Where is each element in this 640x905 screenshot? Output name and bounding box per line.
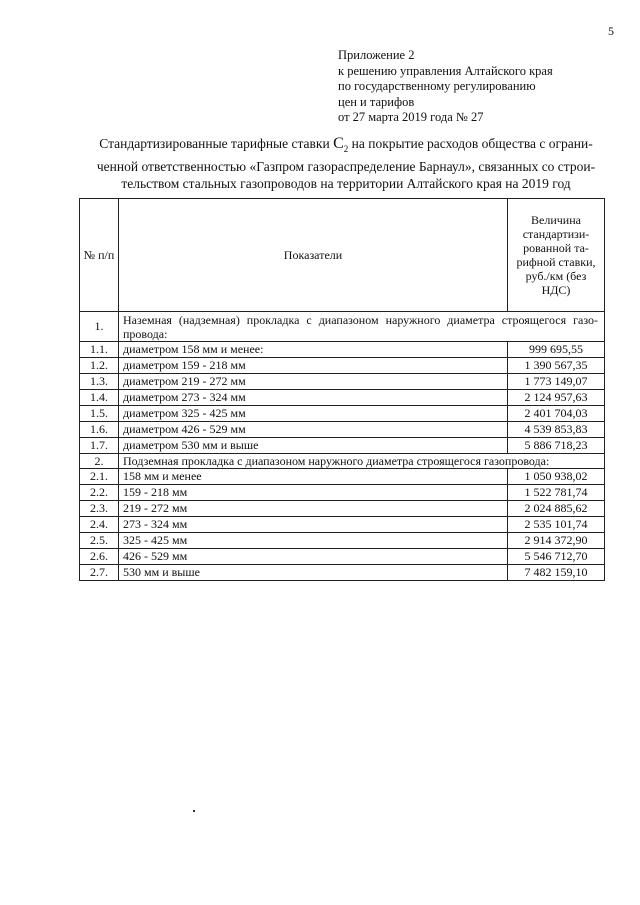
row-num: 2.7.: [80, 565, 119, 581]
table-row: [80, 342, 605, 358]
row-num: 2.6.: [80, 549, 119, 565]
row-num: 2.4.: [80, 517, 119, 533]
table-row: [80, 565, 605, 581]
row-name: 530 мм и выше: [119, 565, 508, 581]
row-value: 2 535 101,74: [508, 517, 605, 533]
title-line-3: тельством стальных газопроводов на территории Алтайского края на 2019 год: [121, 176, 571, 192]
row-value: 5 546 712,70: [508, 549, 605, 565]
row-num: 2.2.: [80, 485, 119, 501]
row-name: диаметром 219 - 272 мм: [119, 374, 508, 390]
row-value: 4 539 853,83: [508, 422, 605, 438]
section-num: 2.: [80, 454, 119, 469]
row-value: 999 695,55: [508, 342, 605, 358]
row-name: 325 - 425 мм: [119, 533, 508, 549]
row-name: диаметром 159 - 218 мм: [119, 358, 508, 374]
row-value: 1 050 938,02: [508, 469, 605, 485]
appendix-line: цен и тарифов: [338, 94, 415, 109]
appendix-line: к решению управления Алтайского края: [338, 63, 553, 78]
c2-letter: С: [333, 135, 344, 152]
table-row: [80, 422, 605, 438]
table-header-row: [80, 199, 605, 312]
row-value: 5 886 718,23: [508, 438, 605, 454]
row-value: 1 522 781,74: [508, 485, 605, 501]
table-row: [80, 485, 605, 501]
section-row: [80, 312, 605, 342]
section-title: Наземная (надземная) прокладка с диапазоном наружного диаметра строящегося газо- провода:: [119, 312, 605, 342]
row-name: 159 - 218 мм: [119, 485, 508, 501]
title-line-1: [72, 135, 620, 158]
header-name: Показатели: [119, 199, 508, 312]
header-value: Величина стандартизи- рованной та- рифной ставки, руб./км (без НДС): [508, 199, 605, 312]
page-number: 5: [608, 24, 614, 38]
section-num: 1.: [80, 312, 119, 342]
section-title: Подземная прокладка с диапазоном наружного диаметра строящегося газопровода:: [119, 454, 605, 469]
table-row: [80, 390, 605, 406]
row-name: 219 - 272 мм: [119, 501, 508, 517]
table-row: [80, 406, 605, 422]
row-name: диаметром 158 мм и менее:: [119, 342, 508, 358]
row-value: 2 124 957,63: [508, 390, 605, 406]
row-value: 7 482 159,10: [508, 565, 605, 581]
row-num: 2.3.: [80, 501, 119, 517]
c2-subscript: 2: [343, 144, 349, 155]
row-name: 273 - 324 мм: [119, 517, 508, 533]
appendix-line: Приложение 2: [338, 48, 415, 62]
table-body: [80, 312, 605, 581]
c2-symbol: [333, 135, 349, 155]
table-row: [80, 438, 605, 454]
table-row: [80, 374, 605, 390]
row-num: 1.7.: [80, 438, 119, 454]
title-text: Стандартизированные тарифные ставки: [99, 136, 334, 151]
row-num: 1.3.: [80, 374, 119, 390]
row-value: 2 914 372,90: [508, 533, 605, 549]
row-num: 1.6.: [80, 422, 119, 438]
row-name: диаметром 426 - 529 мм: [119, 422, 508, 438]
row-name: 158 мм и менее: [119, 469, 508, 485]
table-row: [80, 358, 605, 374]
table-row: [80, 549, 605, 565]
row-value: 1 390 567,35: [508, 358, 605, 374]
header-num: № п/п: [80, 199, 119, 312]
document-title: [72, 135, 620, 192]
row-name: диаметром 530 мм и выше: [119, 438, 508, 454]
row-name: диаметром 273 - 324 мм: [119, 390, 508, 406]
appendix-line: по государственному регулированию: [338, 79, 536, 93]
title-text: на покрытие расходов общества с ограни-: [348, 136, 593, 151]
row-name: 426 - 529 мм: [119, 549, 508, 565]
row-num: 2.1.: [80, 469, 119, 485]
row-num: 1.4.: [80, 390, 119, 406]
scan-speck: [193, 810, 195, 812]
row-name: диаметром 325 - 425 мм: [119, 406, 508, 422]
row-num: 1.5.: [80, 406, 119, 422]
section-row: [80, 454, 605, 469]
table-row: [80, 533, 605, 549]
row-value: 2 401 704,03: [508, 406, 605, 422]
table-row: [80, 501, 605, 517]
title-line-2: ченной ответственностью «Газпром газораспределение Барнаул», связанных со строи-: [96, 159, 596, 175]
row-value: 2 024 885,62: [508, 501, 605, 517]
table-row: [80, 469, 605, 485]
row-value: 1 773 149,07: [508, 374, 605, 390]
row-num: 1.2.: [80, 358, 119, 374]
row-num: 1.1.: [80, 342, 119, 358]
table-row: [80, 517, 605, 533]
row-num: 2.5.: [80, 533, 119, 549]
tariff-table: [79, 198, 605, 581]
appendix-block: [338, 48, 553, 126]
appendix-line: от 27 марта 2019 года № 27: [338, 110, 484, 124]
